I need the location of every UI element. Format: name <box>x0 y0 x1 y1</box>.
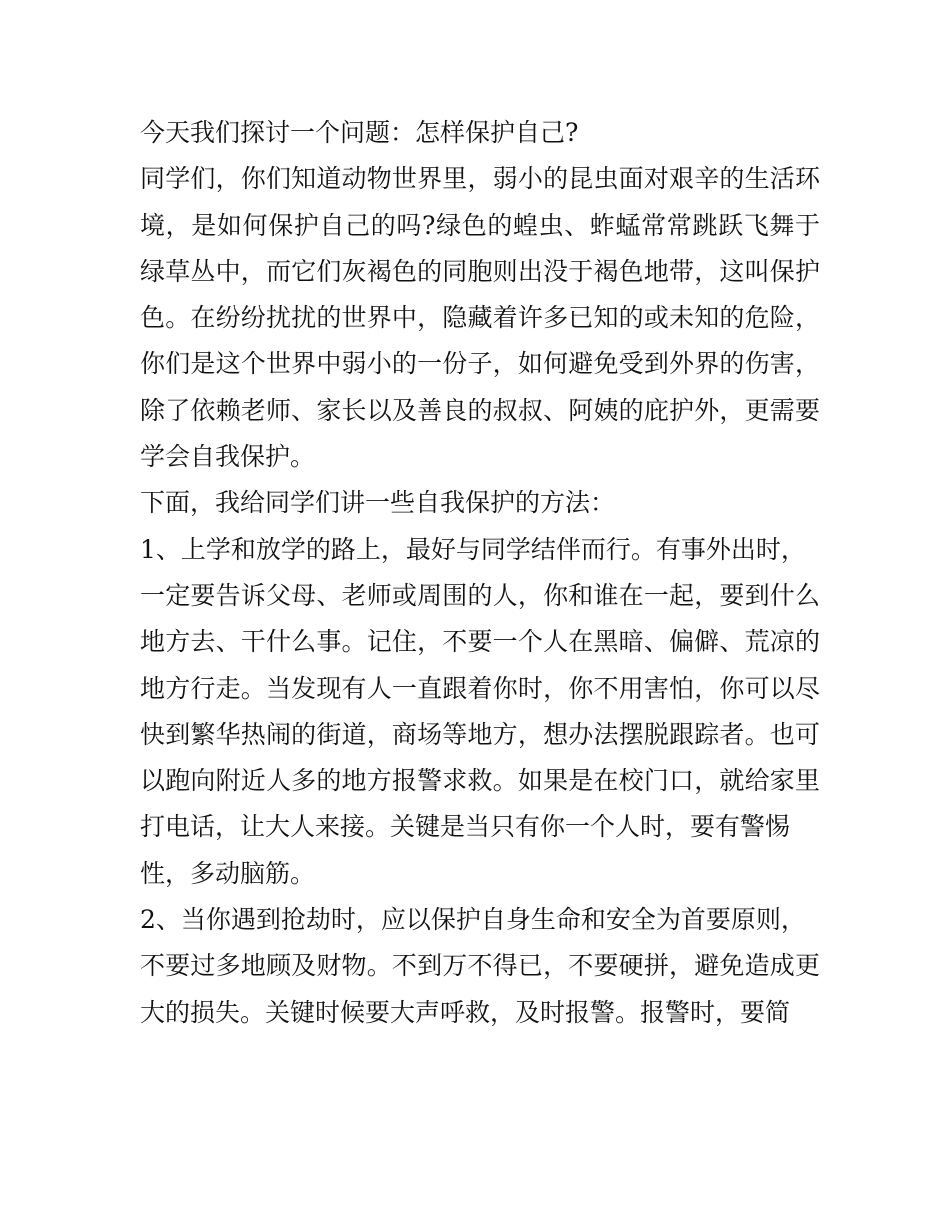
text-line: 除了依赖老师、家长以及善良的叔叔、阿姨的庇护外，更需要 <box>140 395 820 425</box>
document-body <box>140 110 820 1036</box>
text-line: 不要过多地顾及财物。不到万不得已，不要硬拼，避免造成更 <box>140 951 820 981</box>
text-line: 地方去、干什么事。记住，不要一个人在黑暗、偏僻、荒凉的 <box>140 627 820 657</box>
text-line: 绿草丛中，而它们灰褐色的同胞则出没于褐色地带，这叫保护 <box>140 256 820 286</box>
text-line: 今天我们探讨一个问题：怎样保护自己? <box>140 118 579 147</box>
text-line: 色。在纷纷扰扰的世界中，隐藏着许多已知的或未知的危险， <box>140 303 820 333</box>
text-line: 下面，我给同学们讲一些自我保护的方法： <box>140 488 616 518</box>
text-line: 快到繁华热闹的街道，商场等地方，想办法摆脱跟踪者。也可 <box>140 719 820 749</box>
text-line: 以跑向附近人多的地方报警求救。如果是在校门口，就给家里 <box>140 766 820 796</box>
text-line: 你们是这个世界中弱小的一份子，如何避免受到外界的伤害， <box>140 349 820 379</box>
text-line: 同学们，你们知道动物世界里，弱小的昆虫面对艰辛的生活环 <box>140 164 820 194</box>
text-line: 境，是如何保护自己的吗?绿色的蝗虫、蚱蜢常常跳跃飞舞于 <box>140 210 820 240</box>
text-line: 性，多动脑筋。 <box>140 858 316 888</box>
text-line: 一定要告诉父母、老师或周围的人，你和谁在一起，要到什么 <box>140 580 820 610</box>
text-line: 打电话，让大人来接。关键是当只有你一个人时，要有警惕 <box>140 812 791 842</box>
text-line: 2、当你遇到抢劫时，应以保护自身生命和安全为首要原则， <box>140 905 806 935</box>
text-line: 大的损失。关键时候要大声呼救，及时报警。报警时，要简 <box>140 997 791 1027</box>
text-line: 1、上学和放学的路上，最好与同学结伴而行。有事外出时， <box>140 534 806 564</box>
text-line: 地方行走。当发现有人一直跟着你时，你不用害怕，你可以尽 <box>140 673 820 703</box>
text-line: 学会自我保护。 <box>140 442 316 472</box>
